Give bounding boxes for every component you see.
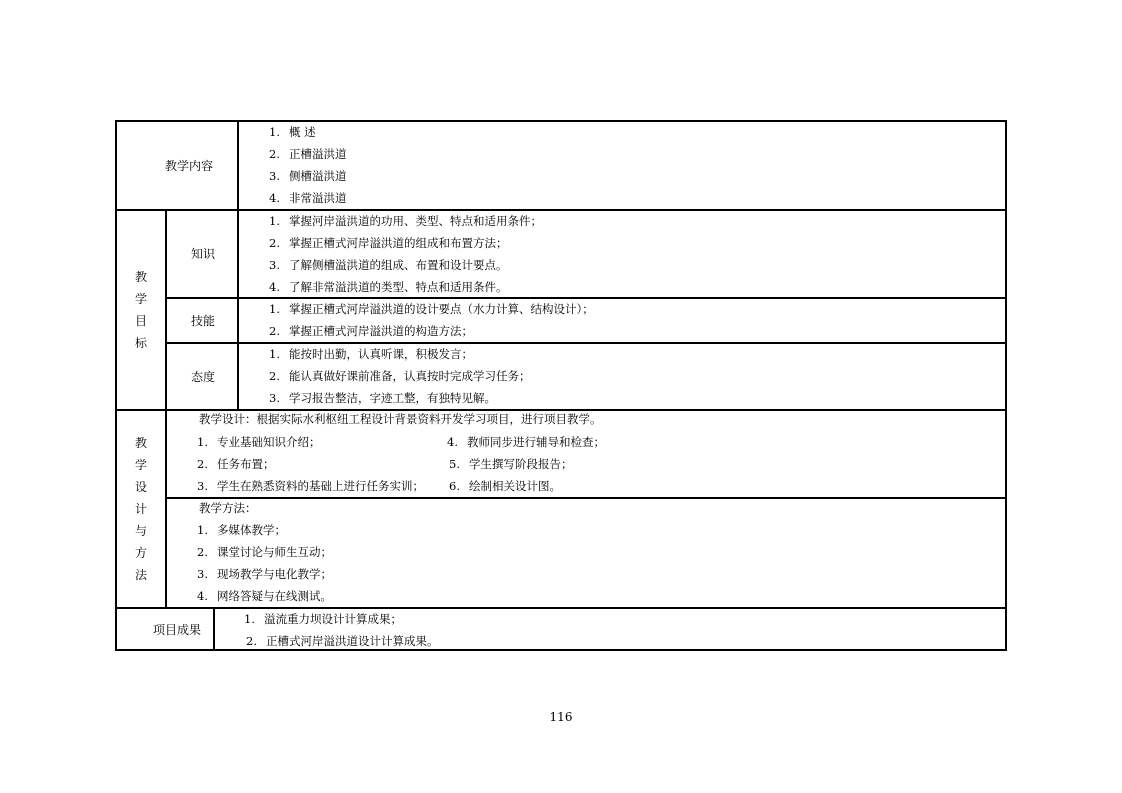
column-divider xyxy=(165,210,167,608)
attitude-label: 态度 xyxy=(191,370,216,384)
row-divider xyxy=(165,342,1005,344)
knowledge-item: 4. 了解非常溢洪道的类型、特点和适用条件。 xyxy=(269,280,508,294)
results-item: 1. 溢流重力坝设计计算成果； xyxy=(244,612,402,626)
knowledge-item: 1. 掌握河岸溢洪道的功用、类型、特点和适用条件； xyxy=(269,214,542,228)
row-divider xyxy=(117,409,1005,411)
methods-heading: 教学方法： xyxy=(199,501,257,515)
attitude-item: 3. 学习报告整洁，字迹工整，有独特见解。 xyxy=(269,391,496,405)
content-item: 4. 非常溢洪道 xyxy=(269,191,347,205)
knowledge-item: 3. 了解侧槽溢洪道的组成、布置和设计要点。 xyxy=(269,258,508,272)
design-item: 6. 绘制相关设计图。 xyxy=(449,479,561,493)
results-item: 2. 正槽式河岸溢洪道设计计算成果。 xyxy=(246,634,439,648)
row-divider xyxy=(117,607,1005,609)
content-label: 教学内容 xyxy=(165,159,214,173)
design-item: 4. 教师同步进行辅导和检查； xyxy=(447,435,605,449)
methods-item: 1. 多媒体教学； xyxy=(197,523,286,537)
row-divider xyxy=(117,209,1005,211)
knowledge-label: 知识 xyxy=(191,247,216,261)
content-item: 1. 概 述 xyxy=(269,125,316,139)
knowledge-item: 2. 掌握正槽式河岸溢洪道的组成和布置方法； xyxy=(269,236,508,250)
content-item: 3. 侧槽溢洪道 xyxy=(269,169,347,183)
skills-label: 技能 xyxy=(191,314,216,328)
skills-item: 2. 掌握正槽式河岸溢洪道的构造方法； xyxy=(269,324,473,338)
row-divider xyxy=(165,297,1005,299)
design-item: 3. 学生在熟悉资料的基础上进行任务实训； xyxy=(197,479,424,493)
page-number: 116 xyxy=(549,710,573,724)
design-item: 2. 任务布置； xyxy=(197,457,275,471)
column-divider xyxy=(237,122,239,410)
methods-item: 3. 现场教学与电化教学； xyxy=(197,567,332,581)
design-heading: 教学设计：根据实际水利枢纽工程设计背景资料开发学习项目，进行项目教学。 xyxy=(199,412,602,426)
column-divider xyxy=(213,608,215,651)
methods-item: 2. 课堂讨论与师生互动； xyxy=(197,545,332,559)
methods-item: 4. 网络答疑与在线测试。 xyxy=(197,589,332,603)
results-label: 项目成果 xyxy=(153,623,202,637)
goals-label: 教 学 目 标 xyxy=(134,270,147,350)
attitude-item: 2. 能认真做好课前准备，认真按时完成学习任务； xyxy=(269,369,531,383)
course-table xyxy=(115,120,1007,651)
row-divider xyxy=(165,497,1005,499)
design-item: 1. 专业基础知识介绍； xyxy=(197,435,321,449)
skills-item: 1. 掌握正槽式河岸溢洪道的设计要点（水力计算、结构设计）； xyxy=(269,302,594,316)
content-item: 2. 正槽溢洪道 xyxy=(269,147,347,161)
design-item: 5. 学生撰写阶段报告； xyxy=(449,457,573,471)
design-label: 教 学 设 计 与 方 法 xyxy=(134,436,147,582)
attitude-item: 1. 能按时出勤，认真听课，积极发言； xyxy=(269,347,473,361)
